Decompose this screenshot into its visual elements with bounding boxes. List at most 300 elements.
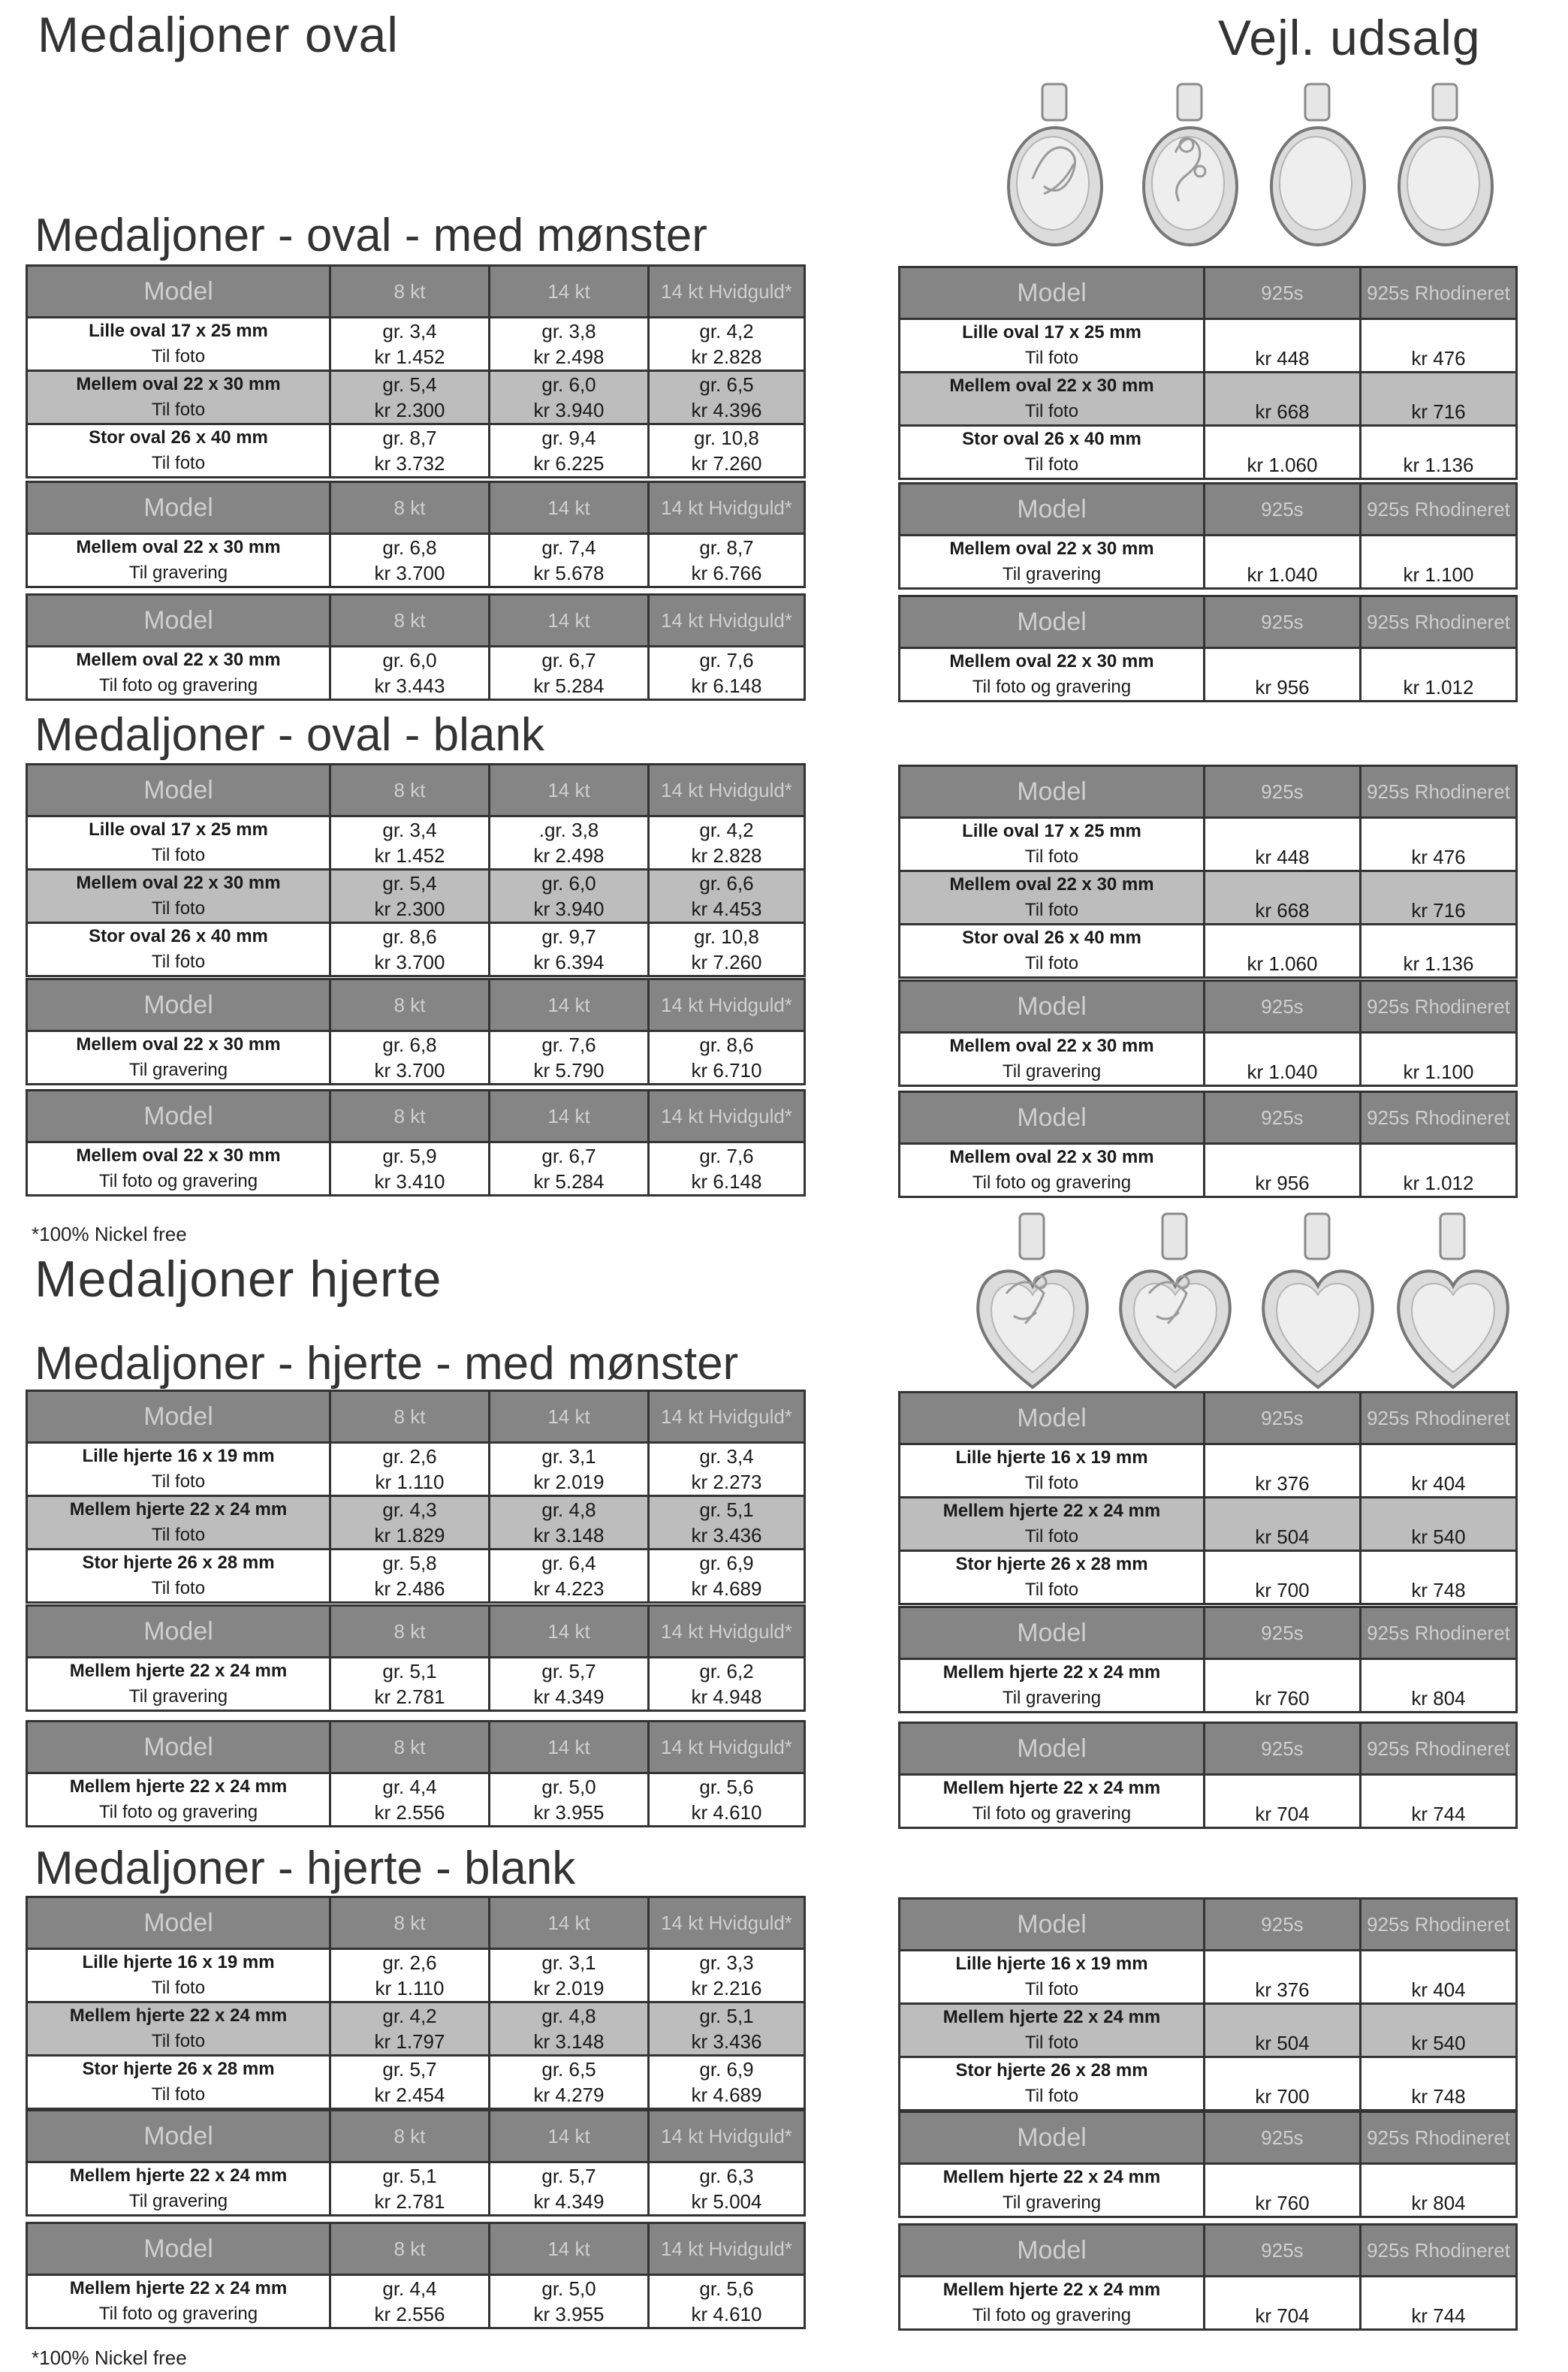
table-row xyxy=(27,923,805,976)
heart-engraved-locket-icon xyxy=(1111,1211,1239,1402)
column-header: 925s Rhodineret xyxy=(1361,267,1517,319)
price-cell: kr 700 xyxy=(1205,2057,1361,2111)
column-header: 925s xyxy=(1205,766,1361,818)
heart-plain-locket-icon xyxy=(1389,1211,1517,1402)
table-header-row xyxy=(900,1899,1517,1951)
column-header: 925s Rhodineret xyxy=(1361,1092,1517,1144)
price-cell: gr. 5,7 kr 4.349 xyxy=(490,1658,649,1711)
silver-price-table xyxy=(898,482,1518,590)
price-cell: kr 540 xyxy=(1361,2004,1517,2057)
column-header: Model xyxy=(900,1899,1205,1951)
price-cell: kr 704 xyxy=(1205,1775,1361,1828)
column-header: 8 kt xyxy=(330,1391,490,1443)
column-header: 925s xyxy=(1205,1393,1361,1444)
column-header: Model xyxy=(27,2223,330,2275)
gold-price-table xyxy=(26,978,806,1085)
price-cell: gr. 5,1 kr 2.781 xyxy=(330,2162,490,2216)
nickel-note-footer: *100% Nickel free xyxy=(32,2346,187,2369)
price-cell: kr 376 xyxy=(1205,1951,1361,2004)
column-header: 925s xyxy=(1205,981,1361,1033)
nickel-note: *100% Nickel free xyxy=(32,1223,187,1245)
price-cell: kr 540 xyxy=(1361,1498,1517,1551)
table-header-row xyxy=(27,979,805,1031)
table-header-row xyxy=(900,1092,1517,1144)
price-cell: kr 1.136 xyxy=(1361,925,1517,978)
model-cell: Lille hjerte 16 x 19 mm Til foto xyxy=(27,1949,330,2002)
table-header-row xyxy=(900,1723,1517,1775)
column-header: 925s Rhodineret xyxy=(1361,766,1517,818)
price-cell: gr. 5,0 kr 3.955 xyxy=(490,2275,649,2328)
heart-heading: Medaljoner hjerte xyxy=(35,1251,442,1308)
column-header: Model xyxy=(27,979,330,1031)
column-header: Model xyxy=(27,1391,330,1443)
table-header-row xyxy=(900,484,1517,536)
price-cell: kr 956 xyxy=(1205,1144,1361,1197)
price-cell: gr. 4,8 kr 3.148 xyxy=(490,2002,649,2056)
column-header: Model xyxy=(27,266,330,318)
price-cell: kr 744 xyxy=(1361,1775,1517,1828)
section-title-oval-pattern: Medaljoner - oval - med mønster xyxy=(35,210,707,261)
table-header-row xyxy=(27,266,805,318)
table-row xyxy=(27,1496,805,1550)
price-cell: gr. 4,3 kr 1.829 xyxy=(330,1496,490,1550)
column-header: 14 kt xyxy=(490,1897,649,1949)
column-header: 925s xyxy=(1205,2225,1361,2277)
price-cell: kr 804 xyxy=(1361,1659,1517,1713)
silver-price-table xyxy=(898,1606,1518,1713)
column-header: Model xyxy=(900,484,1205,536)
price-cell: gr. 7,6 kr 6.148 xyxy=(649,647,805,700)
column-header: 925s xyxy=(1205,267,1361,319)
price-cell: gr. 6,0 kr 3.940 xyxy=(490,870,649,923)
column-header: 14 kt xyxy=(490,1391,649,1443)
table-row xyxy=(27,1949,805,2002)
model-cell: Mellem oval 22 x 30 mm Til foto og gravering xyxy=(900,1144,1205,1197)
price-cell: gr. 4,2 kr 2.828 xyxy=(649,318,805,371)
table-row xyxy=(900,426,1517,479)
model-cell: Mellem hjerte 22 x 24 mm Til foto og gravering xyxy=(27,1773,330,1827)
price-cell: gr. 8,6 kr 6.710 xyxy=(649,1031,805,1085)
column-header: 14 kt Hvidguld* xyxy=(649,1897,805,1949)
price-cell: gr. 9,4 kr 6.225 xyxy=(490,424,649,478)
gold-price-table xyxy=(26,264,806,478)
model-cell: Lille oval 17 x 25 mm Til foto xyxy=(900,818,1205,871)
table-header-row xyxy=(900,267,1517,319)
price-cell: gr. 4,4 kr 2.556 xyxy=(330,2275,490,2328)
column-header: 925s xyxy=(1205,1092,1361,1144)
price-cell: gr. 6,4 kr 4.223 xyxy=(490,1550,649,1603)
column-header: 8 kt xyxy=(330,2223,490,2275)
table-header-row xyxy=(900,1607,1517,1659)
price-cell: gr. 7,4 kr 5.678 xyxy=(490,534,649,587)
price-cell: gr. 5,9 kr 3.410 xyxy=(330,1142,490,1196)
price-cell: kr 744 xyxy=(1361,2277,1517,2330)
silver-price-table xyxy=(898,1897,1518,2111)
price-cell: gr. 6,3 kr 5.004 xyxy=(649,2162,805,2216)
table-row xyxy=(900,925,1517,978)
price-cell: gr. 3,4 kr 2.273 xyxy=(649,1443,805,1496)
table-row xyxy=(900,1444,1517,1498)
table-header-row xyxy=(900,2225,1517,2277)
model-cell: Mellem hjerte 22 x 24 mm Til foto og gravering xyxy=(27,2275,330,2328)
table-row xyxy=(900,1551,1517,1604)
price-cell: kr 1.060 xyxy=(1205,925,1361,978)
table-row xyxy=(27,534,805,587)
table-row xyxy=(27,2162,805,2216)
column-header: 925s Rhodineret xyxy=(1361,1723,1517,1775)
table-row xyxy=(900,1144,1517,1197)
price-cell: kr 760 xyxy=(1205,1659,1361,1713)
column-header: Model xyxy=(900,267,1205,319)
column-header: 14 kt Hvidguld* xyxy=(649,1091,805,1142)
price-cell: gr. 7,6 kr 5.790 xyxy=(490,1031,649,1085)
oval-plain-locket-icon xyxy=(1262,81,1374,258)
model-cell: Mellem hjerte 22 x 24 mm Til gravering xyxy=(27,2162,330,2216)
table-header-row xyxy=(900,596,1517,648)
silver-price-table xyxy=(898,765,1518,979)
section-title-heart-blank: Medaljoner - hjerte - blank xyxy=(35,1842,576,1894)
table-row xyxy=(27,318,805,371)
table-header-row xyxy=(27,1091,805,1142)
price-cell: kr 748 xyxy=(1361,1551,1517,1604)
column-header: 8 kt xyxy=(330,765,490,816)
table-row xyxy=(900,2057,1517,2111)
price-cell: gr. 5,7 kr 4.349 xyxy=(490,2162,649,2216)
column-header: 14 kt Hvidguld* xyxy=(649,595,805,647)
gold-price-table xyxy=(26,1089,806,1197)
silver-price-table xyxy=(898,2223,1518,2331)
table-row xyxy=(27,1658,805,1711)
heart-plain-locket-icon xyxy=(1254,1211,1382,1402)
model-cell: Stor oval 26 x 40 mm Til foto xyxy=(27,424,330,478)
column-header: 925s Rhodineret xyxy=(1361,2225,1517,2277)
price-cell: kr 748 xyxy=(1361,2057,1517,2111)
model-cell: Mellem oval 22 x 30 mm Til gravering xyxy=(27,1031,330,1085)
price-cell: gr. 5,1 kr 3.436 xyxy=(649,2002,805,2056)
column-header: 8 kt xyxy=(330,482,490,534)
column-header: Model xyxy=(900,2112,1205,2164)
gold-price-table xyxy=(26,1720,806,1827)
column-header: 14 kt Hvidguld* xyxy=(649,1606,805,1658)
price-cell: kr 668 xyxy=(1205,373,1361,426)
table-row xyxy=(27,816,805,870)
price-cell: gr. 6,7 kr 5.284 xyxy=(490,1142,649,1196)
price-cell: gr. 4,4 kr 2.556 xyxy=(330,1773,490,1827)
column-header: Model xyxy=(900,1393,1205,1444)
price-cell: gr. 10,8 kr 7.260 xyxy=(649,424,805,478)
column-header: 8 kt xyxy=(330,2111,490,2162)
column-header: 925s Rhodineret xyxy=(1361,1899,1517,1951)
column-header: Model xyxy=(27,1606,330,1658)
column-header: 925s Rhodineret xyxy=(1361,596,1517,648)
price-cell: gr. 4,2 kr 1.797 xyxy=(330,2002,490,2056)
price-cell: gr. 3,4 kr 1.452 xyxy=(330,318,490,371)
model-cell: Mellem oval 22 x 30 mm Til foto xyxy=(900,373,1205,426)
table-header-row xyxy=(27,1606,805,1658)
table-header-row xyxy=(900,766,1517,818)
price-cell: gr. 3,3 kr 2.216 xyxy=(649,1949,805,2002)
table-row xyxy=(27,2275,805,2328)
model-cell: Stor hjerte 26 x 28 mm Til foto xyxy=(27,1550,330,1603)
model-cell: Mellem hjerte 22 x 24 mm Til foto xyxy=(900,1498,1205,1551)
model-cell: Stor hjerte 26 x 28 mm Til foto xyxy=(900,2057,1205,2111)
column-header: 14 kt xyxy=(490,1722,649,1773)
price-cell: gr. 6,2 kr 4.948 xyxy=(649,1658,805,1711)
price-cell: kr 668 xyxy=(1205,871,1361,925)
model-cell: Mellem hjerte 22 x 24 mm Til foto og gravering xyxy=(900,2277,1205,2330)
column-header: 14 kt xyxy=(490,1091,649,1142)
gold-price-table xyxy=(26,2109,806,2217)
table-row xyxy=(900,536,1517,589)
model-cell: Mellem oval 22 x 30 mm Til foto xyxy=(27,870,330,923)
column-header: Model xyxy=(27,1722,330,1773)
table-header-row xyxy=(900,2112,1517,2164)
column-header: Model xyxy=(27,2111,330,2162)
price-cell: kr 1.040 xyxy=(1205,1033,1361,1086)
silver-price-table xyxy=(898,266,1518,480)
column-header: Model xyxy=(27,595,330,647)
oval-floral-locket-icon xyxy=(1134,81,1247,258)
model-cell: Mellem oval 22 x 30 mm Til foto og gravering xyxy=(27,647,330,700)
price-cell: gr. 8,7 kr 6.766 xyxy=(649,534,805,587)
table-row xyxy=(900,2277,1517,2330)
section-title-oval-blank: Medaljoner - oval - blank xyxy=(35,709,544,761)
model-cell: Stor hjerte 26 x 28 mm Til foto xyxy=(27,2056,330,2109)
column-header: 925s Rhodineret xyxy=(1361,981,1517,1033)
model-cell: Mellem hjerte 22 x 24 mm Til gravering xyxy=(900,2164,1205,2217)
price-cell: kr 404 xyxy=(1361,1951,1517,2004)
price-cell: gr. 6,5 kr 4.396 xyxy=(649,371,805,424)
column-header: 14 kt Hvidguld* xyxy=(649,482,805,534)
column-header: 925s Rhodineret xyxy=(1361,2112,1517,2164)
price-cell: kr 476 xyxy=(1361,319,1517,373)
price-cell: kr 504 xyxy=(1205,1498,1361,1551)
table-header-row xyxy=(27,2223,805,2275)
table-row xyxy=(900,1659,1517,1713)
model-cell: Lille oval 17 x 25 mm Til foto xyxy=(900,319,1205,373)
column-header: Model xyxy=(27,1091,330,1142)
table-row xyxy=(900,871,1517,925)
table-row xyxy=(27,647,805,700)
price-cell: kr 704 xyxy=(1205,2277,1361,2330)
price-cell: gr. 6,9 kr 4.689 xyxy=(649,2056,805,2109)
price-cell: gr. 2,6 kr 1.110 xyxy=(330,1443,490,1496)
price-cell: gr. 5,4 kr 2.300 xyxy=(330,870,490,923)
table-row xyxy=(900,2164,1517,2217)
model-cell: Stor oval 26 x 40 mm Til foto xyxy=(27,923,330,976)
price-cell: gr. 8,7 kr 3.732 xyxy=(330,424,490,478)
price-cell: gr. 3,4 kr 1.452 xyxy=(330,816,490,870)
price-cell: gr. 9,7 kr 6.394 xyxy=(490,923,649,976)
price-cell: gr. 6,7 kr 5.284 xyxy=(490,647,649,700)
column-header: 14 kt Hvidguld* xyxy=(649,2111,805,2162)
model-cell: Mellem oval 22 x 30 mm Til gravering xyxy=(900,1033,1205,1086)
price-cell: gr. 3,1 kr 2.019 xyxy=(490,1949,649,2002)
price-cell: gr. 5,7 kr 2.454 xyxy=(330,2056,490,2109)
price-cell: gr. 5,1 kr 2.781 xyxy=(330,1658,490,1711)
price-cell: gr. 5,8 kr 2.486 xyxy=(330,1550,490,1603)
model-cell: Mellem oval 22 x 30 mm Til foto xyxy=(900,871,1205,925)
table-row xyxy=(27,1443,805,1496)
column-header: 14 kt xyxy=(490,2111,649,2162)
table-header-row xyxy=(27,1897,805,1949)
price-cell: gr. 8,6 kr 3.700 xyxy=(330,923,490,976)
price-cell: gr. 5,6 kr 4.610 xyxy=(649,1773,805,1827)
column-header: Model xyxy=(900,1723,1205,1775)
price-cell: kr 716 xyxy=(1361,871,1517,925)
price-cell: gr. 10,8 kr 7.260 xyxy=(649,923,805,976)
column-header: 8 kt xyxy=(330,1897,490,1949)
model-cell: Mellem oval 22 x 30 mm Til gravering xyxy=(27,534,330,587)
column-header: 925s Rhodineret xyxy=(1361,1393,1517,1444)
model-cell: Mellem hjerte 22 x 24 mm Til gravering xyxy=(27,1658,330,1711)
table-row xyxy=(900,1951,1517,2004)
model-cell: Stor hjerte 26 x 28 mm Til foto xyxy=(900,1551,1205,1604)
model-cell: Stor oval 26 x 40 mm Til foto xyxy=(900,426,1205,479)
table-row xyxy=(27,2056,805,2109)
table-row xyxy=(27,1773,805,1827)
price-cell: kr 504 xyxy=(1205,2004,1361,2057)
table-row xyxy=(900,2004,1517,2057)
column-header: 925s Rhodineret xyxy=(1361,1607,1517,1659)
price-cell: gr. 5,6 kr 4.610 xyxy=(649,2275,805,2328)
table-header-row xyxy=(27,765,805,816)
price-guide-title: Vejl. udsalg xyxy=(1218,10,1481,65)
column-header: 925s xyxy=(1205,484,1361,536)
silver-price-table xyxy=(898,2111,1518,2218)
table-header-row xyxy=(27,482,805,534)
price-cell: kr 1.136 xyxy=(1361,426,1517,479)
column-header: 14 kt Hvidguld* xyxy=(649,1722,805,1773)
price-cell: kr 1.100 xyxy=(1361,536,1517,589)
gold-price-table xyxy=(26,2222,806,2329)
price-cell: kr 1.040 xyxy=(1205,536,1361,589)
price-cell: gr. 6,8 kr 3.700 xyxy=(330,534,490,587)
table-header-row xyxy=(900,1393,1517,1444)
price-cell: kr 956 xyxy=(1205,648,1361,702)
silver-price-table xyxy=(898,1391,1518,1605)
price-cell: gr. 7,6 kr 6.148 xyxy=(649,1142,805,1196)
column-header: Model xyxy=(900,1092,1205,1144)
price-cell: gr. 6,0 kr 3.443 xyxy=(330,647,490,700)
table-row xyxy=(27,2002,805,2056)
price-cell: kr 476 xyxy=(1361,818,1517,871)
table-header-row xyxy=(27,1722,805,1773)
table-row xyxy=(27,1031,805,1085)
model-cell: Mellem oval 22 x 30 mm Til gravering xyxy=(900,536,1205,589)
silver-price-table xyxy=(898,595,1518,702)
column-header: 925s xyxy=(1205,1899,1361,1951)
column-header: 925s Rhodineret xyxy=(1361,484,1517,536)
table-row xyxy=(27,870,805,923)
model-cell: Mellem hjerte 22 x 24 mm Til foto xyxy=(27,2002,330,2056)
price-cell: kr 1.060 xyxy=(1205,426,1361,479)
column-header: 8 kt xyxy=(330,1722,490,1773)
model-cell: Mellem hjerte 22 x 24 mm Til gravering xyxy=(900,1659,1205,1713)
column-header: Model xyxy=(900,766,1205,818)
column-header: 925s xyxy=(1205,2112,1361,2164)
model-cell: Lille hjerte 16 x 19 mm Til foto xyxy=(27,1443,330,1496)
silver-price-table xyxy=(898,1722,1518,1829)
column-header: 925s xyxy=(1205,1723,1361,1775)
table-header-row xyxy=(27,2111,805,2162)
model-cell: Lille hjerte 16 x 19 mm Til foto xyxy=(900,1444,1205,1498)
heart-engraved-locket-icon xyxy=(969,1211,1096,1402)
table-row xyxy=(900,648,1517,702)
model-cell: Lille oval 17 x 25 mm Til foto xyxy=(27,318,330,371)
column-header: Model xyxy=(900,596,1205,648)
section-title-heart-pattern: Medaljoner - hjerte - med mønster xyxy=(35,1338,739,1390)
column-header: Model xyxy=(900,2225,1205,2277)
price-cell: kr 376 xyxy=(1205,1444,1361,1498)
table-row xyxy=(900,818,1517,871)
model-cell: Mellem hjerte 22 x 24 mm Til foto xyxy=(27,1496,330,1550)
page-title: Medaljoner oval xyxy=(38,7,399,62)
column-header: 14 kt Hvidguld* xyxy=(649,765,805,816)
table-row xyxy=(900,1775,1517,1828)
column-header: 8 kt xyxy=(330,266,490,318)
column-header: 8 kt xyxy=(330,1606,490,1658)
price-cell: gr. 2,6 kr 1.110 xyxy=(330,1949,490,2002)
price-cell: gr. 6,5 kr 4.279 xyxy=(490,2056,649,2109)
table-row xyxy=(27,1550,805,1603)
column-header: 14 kt Hvidguld* xyxy=(649,979,805,1031)
price-cell: gr. 3,1 kr 2.019 xyxy=(490,1443,649,1496)
model-cell: Mellem oval 22 x 30 mm Til foto og gravering xyxy=(900,648,1205,702)
column-header: 8 kt xyxy=(330,1091,490,1142)
price-cell: gr. 6,8 kr 3.700 xyxy=(330,1031,490,1085)
model-cell: Stor oval 26 x 40 mm Til foto xyxy=(900,925,1205,978)
price-cell: kr 1.012 xyxy=(1361,648,1517,702)
gold-price-table xyxy=(26,763,806,977)
model-cell: Mellem oval 22 x 30 mm Til foto xyxy=(27,371,330,424)
column-header: Model xyxy=(27,1897,330,1949)
gold-price-table xyxy=(26,1390,806,1604)
column-header: 14 kt xyxy=(490,266,649,318)
column-header: 14 kt xyxy=(490,2223,649,2275)
column-header: Model xyxy=(900,981,1205,1033)
column-header: Model xyxy=(900,1607,1205,1659)
price-cell: kr 716 xyxy=(1361,373,1517,426)
column-header: 8 kt xyxy=(330,595,490,647)
column-header: 925s xyxy=(1205,596,1361,648)
price-cell: gr. 5,1 kr 3.436 xyxy=(649,1496,805,1550)
silver-price-table xyxy=(898,1091,1518,1198)
column-header: Model xyxy=(27,482,330,534)
table-header-row xyxy=(900,981,1517,1033)
table-row xyxy=(900,1033,1517,1086)
column-header: 14 kt Hvidguld* xyxy=(649,2223,805,2275)
column-header: 925s xyxy=(1205,1607,1361,1659)
oval-plain-locket-icon xyxy=(1389,81,1502,258)
table-row xyxy=(27,371,805,424)
gold-price-table xyxy=(26,593,806,701)
price-cell: gr. 4,8 kr 3.148 xyxy=(490,1496,649,1550)
table-row xyxy=(900,319,1517,373)
price-cell: kr 448 xyxy=(1205,818,1361,871)
table-row xyxy=(27,1142,805,1196)
column-header: 14 kt xyxy=(490,979,649,1031)
column-header: 14 kt Hvidguld* xyxy=(649,266,805,318)
price-cell: kr 448 xyxy=(1205,319,1361,373)
column-header: Model xyxy=(27,765,330,816)
price-cell: kr 760 xyxy=(1205,2164,1361,2217)
price-cell: gr. 5,4 kr 2.300 xyxy=(330,371,490,424)
price-cell: .gr. 3,8 kr 2.498 xyxy=(490,816,649,870)
price-cell: kr 804 xyxy=(1361,2164,1517,2217)
column-header: 14 kt Hvidguld* xyxy=(649,1391,805,1443)
table-row xyxy=(900,1498,1517,1551)
